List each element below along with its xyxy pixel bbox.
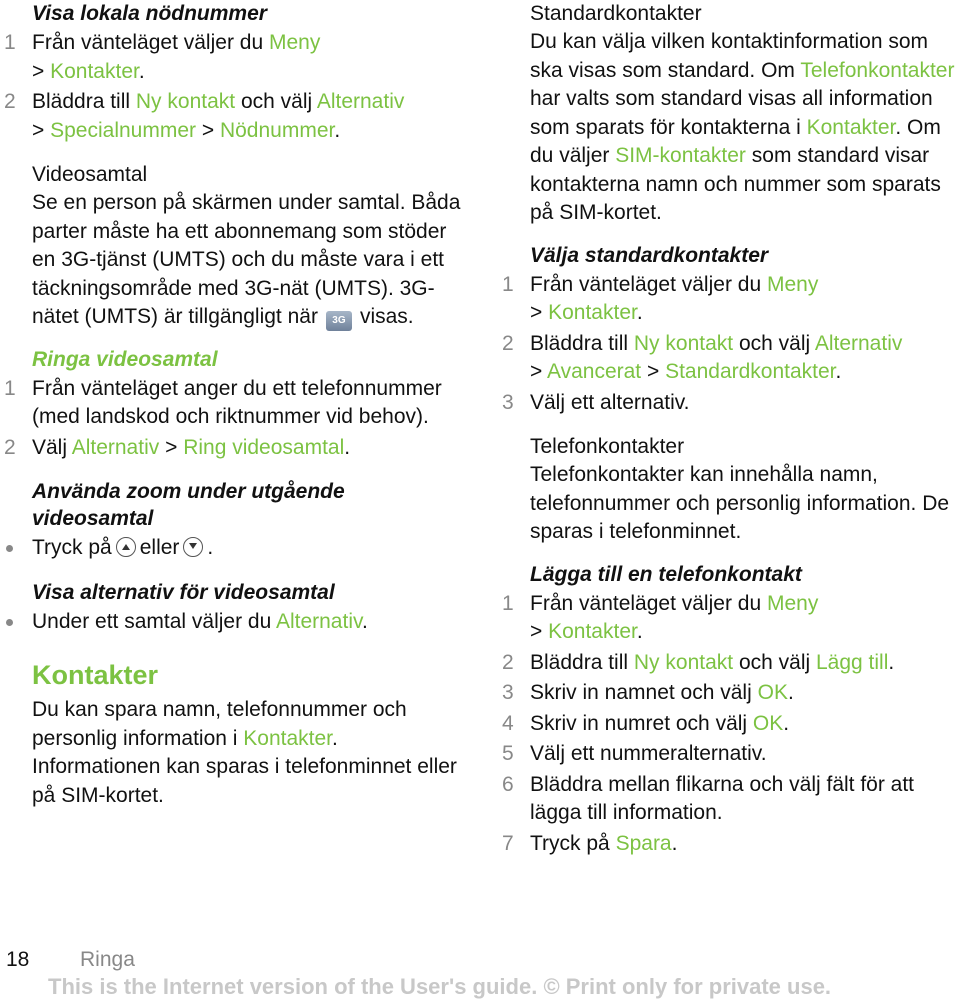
- step-number: 1: [4, 31, 16, 54]
- step-text: .: [636, 301, 643, 324]
- step-text: Bläddra mellan flikarna och välj fält för att lägga till information.: [530, 772, 915, 824]
- menu-link-ny-kontakt[interactable]: Ny kontakt: [633, 331, 734, 355]
- step: [498, 710, 960, 739]
- navigation-key-down-icon: [183, 537, 203, 557]
- step-number: 2: [502, 331, 514, 355]
- paragraph-standardkontakter: [530, 28, 960, 228]
- step-text: Från vänteläget väljer du: [530, 272, 767, 296]
- menu-link-ny-kontakt[interactable]: Ny kontakt: [633, 650, 734, 674]
- menu-link-kontakter[interactable]: Kontakter: [548, 301, 637, 324]
- step-number: 3: [502, 681, 514, 704]
- menu-link-avancerat[interactable]: Avancerat: [546, 360, 642, 383]
- heading-standardkontakter: Standardkontakter: [530, 2, 702, 25]
- menu-link-specialnummer[interactable]: Specialnummer: [50, 118, 197, 142]
- step: [498, 740, 960, 769]
- step-text: Skriv in numret och välj: [530, 711, 753, 735]
- paragraph-text: . Informationen kan sparas i telefonminnet eller på SIM-kortet.: [32, 726, 457, 807]
- step: [0, 434, 470, 463]
- 3g-icon: 3G: [326, 311, 352, 331]
- heading-valja-standardkontakter: Välja standardkontakter: [530, 243, 769, 267]
- menu-link-ok[interactable]: OK: [757, 681, 788, 704]
- paragraph-text: Se en person på skärmen under samtal. Båda parter måste ha ett abonnemang som stöder en 3G-tjänst (UMTS) och du måste vara i ett täckningsområde med 3G-nät (UMTS). 3G-nätet (UMTS) är tillgängligt när: [32, 191, 461, 328]
- heading-zoom: Använda zoom under utgående videosamtal: [32, 480, 345, 530]
- step-number: 6: [502, 772, 514, 796]
- bullet-list: [0, 608, 470, 637]
- step-text: Välj ett alternativ.: [530, 390, 690, 414]
- heading-lagga-till: Lägga till en telefonkontakt: [530, 562, 802, 586]
- menu-link-alternativ[interactable]: Alternativ: [71, 435, 160, 459]
- menu-link-standardkontakter[interactable]: Standardkontakter: [665, 360, 836, 383]
- step-text: >: [196, 118, 220, 142]
- menu-link-telefonkontakter[interactable]: Telefonkontakter: [800, 58, 955, 82]
- step-number: 2: [4, 435, 16, 459]
- step-text: .: [344, 435, 351, 459]
- step-text: Bläddra till: [530, 650, 634, 674]
- step-number: 5: [502, 742, 514, 765]
- heading-ringa-videosamtal: Ringa videosamtal: [32, 347, 218, 371]
- step-number: 7: [502, 831, 514, 855]
- step-text: .: [888, 650, 895, 674]
- step: [498, 330, 960, 387]
- menu-link-kontakter[interactable]: Kontakter: [243, 726, 333, 750]
- step-number: 3: [502, 390, 514, 414]
- steps-list: [0, 375, 470, 463]
- steps-list: [0, 29, 470, 145]
- menu-link-alternativ[interactable]: Alternativ: [275, 609, 362, 633]
- step-text: Tryck på: [530, 831, 616, 855]
- step-text: .: [783, 711, 790, 735]
- navigation-key-up-icon: [116, 537, 136, 557]
- paragraph-kontakter: [32, 696, 470, 810]
- step-number: 2: [502, 650, 514, 674]
- paragraph-text: . Om du väljer: [530, 115, 941, 167]
- step-text: Från vänteläget väljer du: [32, 31, 269, 54]
- step-text: Välj ett nummeralternativ.: [530, 742, 767, 765]
- menu-link-alternativ[interactable]: Alternativ: [316, 90, 405, 113]
- heading-visa-alternativ: Visa alternativ för videosamtal: [32, 580, 335, 604]
- step: [498, 679, 960, 708]
- menu-link-lagg-till[interactable]: Lägg till: [815, 650, 889, 674]
- step-text: .: [138, 59, 145, 83]
- step-text: >: [530, 360, 547, 383]
- paragraph-text: Du kan välja vilken kontaktinformation som ska visas som standard. Om: [530, 30, 929, 82]
- menu-link-sim-kontakter[interactable]: SIM-kontakter: [615, 144, 746, 167]
- menu-link-meny[interactable]: Meny: [766, 272, 819, 296]
- step: [498, 389, 960, 418]
- step: [0, 88, 470, 145]
- step-text: >: [32, 118, 51, 142]
- step: [498, 649, 960, 678]
- steps-list: [498, 590, 960, 859]
- step-number: 1: [502, 591, 514, 615]
- menu-link-ok[interactable]: OK: [752, 711, 784, 735]
- step-text: .: [334, 118, 341, 142]
- step-text: Skriv in namnet och välj: [530, 681, 758, 704]
- menu-link-spara[interactable]: Spara: [615, 831, 672, 855]
- steps-list: [498, 271, 960, 418]
- bullet-icon: [6, 545, 13, 552]
- menu-link-meny[interactable]: Meny: [766, 591, 819, 615]
- menu-link-kontakter[interactable]: Kontakter: [548, 620, 637, 643]
- step-text: >: [641, 360, 666, 383]
- step-text: Bläddra till: [32, 90, 136, 113]
- heading-videosamtal: Videosamtal: [32, 163, 148, 186]
- bullet-item: [0, 534, 470, 563]
- heading-visa-lokala-nodnummer: Visa lokala nödnummer: [32, 2, 267, 25]
- bullet-text: eller: [139, 536, 180, 559]
- left-column: [0, 0, 470, 810]
- heading-telefonkontakter: Telefonkontakter: [530, 435, 685, 458]
- step-text: Välj: [32, 435, 72, 459]
- step: [498, 830, 960, 859]
- menu-link-meny[interactable]: Meny: [268, 31, 321, 54]
- step-text: .: [671, 831, 678, 855]
- menu-link-kontakter[interactable]: Kontakter: [806, 115, 896, 139]
- step-text: .: [787, 681, 794, 704]
- step-text: .: [835, 360, 842, 383]
- step: [498, 590, 960, 647]
- paragraph-text: som standard visar kontakterna namn och nummer som sparats på SIM-kortet.: [530, 144, 941, 224]
- step-text: och välj: [235, 90, 317, 113]
- heading-kontakter: Kontakter: [32, 660, 159, 690]
- step-text: Från vänteläget väljer du: [530, 591, 767, 615]
- step-text: .: [636, 620, 643, 643]
- step-number: 1: [4, 376, 16, 400]
- step-text: >: [159, 435, 184, 459]
- bullet-text: .: [361, 609, 368, 633]
- page-number: 18: [6, 948, 30, 971]
- step-text: >: [530, 620, 549, 643]
- menu-link-kontakter[interactable]: Kontakter: [50, 59, 139, 83]
- paragraph-videosamtal: [32, 189, 470, 332]
- step-number: 2: [4, 90, 16, 113]
- bullet-text: .: [207, 536, 214, 559]
- step: [0, 29, 470, 86]
- menu-link-ny-kontakt[interactable]: Ny kontakt: [135, 90, 236, 113]
- step-text: >: [32, 59, 51, 83]
- step-text: och välj: [733, 331, 815, 355]
- paragraph-telefonkontakter: Telefonkontakter kan innehålla namn, telefonnummer och personlig information. De sparas i telefonminnet.: [530, 463, 950, 543]
- step: [0, 375, 470, 432]
- step-text: och välj: [733, 650, 816, 674]
- menu-link-nodnummer[interactable]: Nödnummer: [219, 118, 335, 142]
- watermark: This is the Internet version of the User's guide. © Print only for private use.: [48, 974, 832, 999]
- bullet-text: Under ett samtal väljer du: [32, 609, 276, 633]
- paragraph-text: visas.: [359, 305, 414, 328]
- paragraph-text: Du kan spara namn, telefonnummer och personlig information i: [32, 698, 407, 750]
- step-text: Bläddra till: [530, 331, 634, 355]
- bullet-text: Tryck på: [32, 536, 112, 559]
- bullet-item: [0, 608, 470, 637]
- step-number: 4: [502, 711, 514, 735]
- menu-link-alternativ[interactable]: Alternativ: [814, 331, 903, 355]
- step-text: Från vänteläget anger du ett telefonnummer (med landskod och riktnummer vid behov).: [32, 376, 442, 428]
- step-text: >: [530, 301, 549, 324]
- menu-link-ring-videosamtal[interactable]: Ring videosamtal: [183, 435, 345, 459]
- step-number: 1: [502, 272, 514, 296]
- step: [498, 271, 960, 328]
- paragraph-text: har valts som standard visas all information som sparats för kontakterna i: [530, 87, 933, 139]
- bullet-list: [0, 534, 470, 563]
- bullet-icon: [6, 619, 13, 626]
- section-name: Ringa: [80, 948, 135, 971]
- right-column: [498, 0, 960, 860]
- step: [498, 771, 960, 828]
